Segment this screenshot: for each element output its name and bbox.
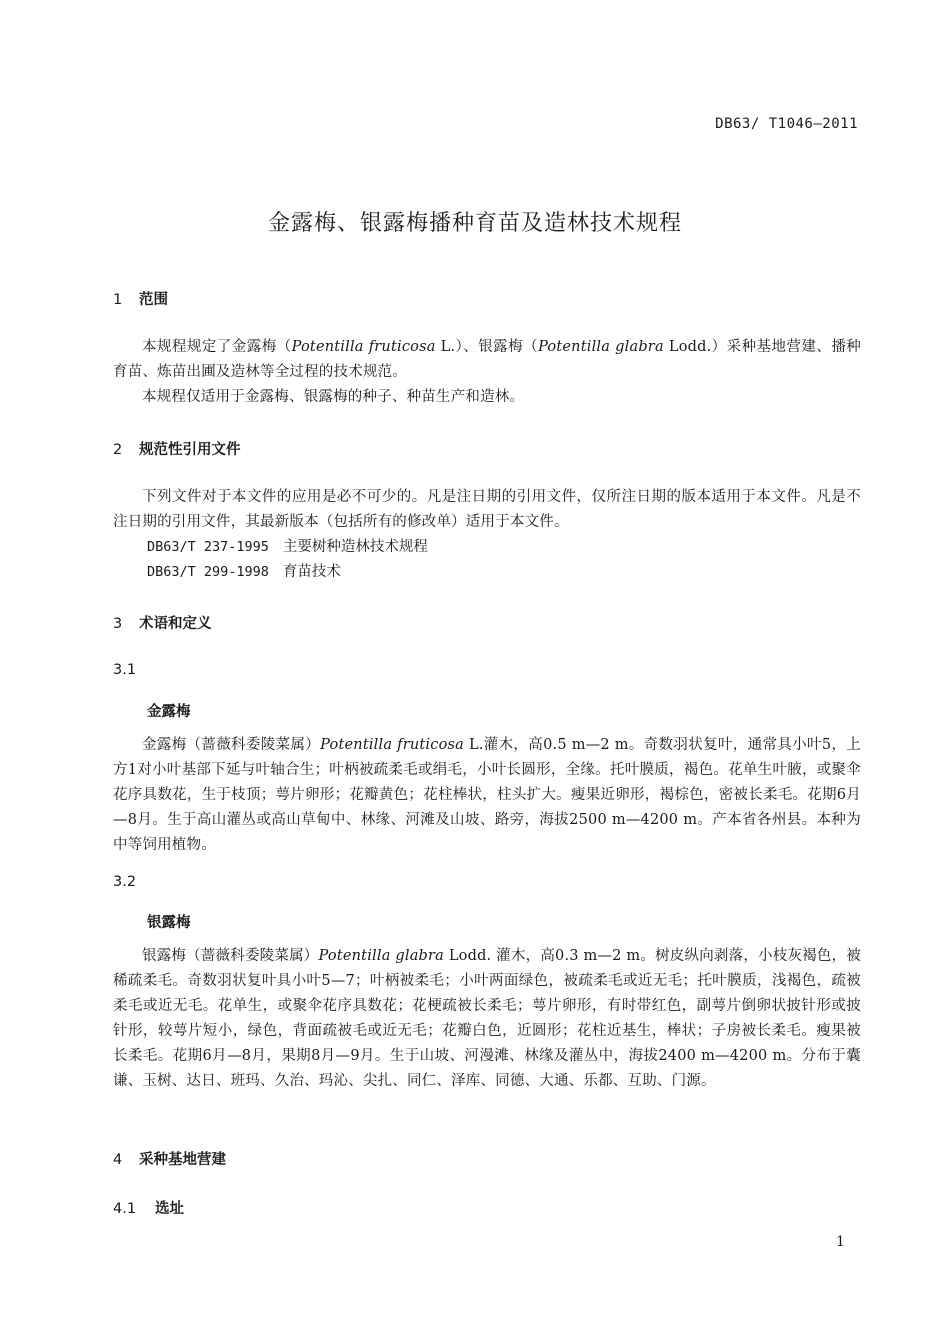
section-1-heading — [113, 288, 168, 309]
reference-item — [147, 535, 428, 560]
section-4-heading — [113, 1148, 226, 1169]
latin-name: Potentilla glabra — [318, 948, 445, 964]
section-number: 2 — [113, 442, 123, 458]
definition-yinloumei: 银露梅（蔷薇科委陵菜属）Potentilla glabra Lodd. 灌木，高0.3 m—2 m。树皮纵向剥落，小枝灰褐色，被稀疏柔毛。奇数羽状复叶具小叶5—7；叶柄被柔毛；小叶两面绿色，被疏柔毛或近无毛；托叶膜质，浅褐色，疏被柔毛或近无毛。花单生，或聚伞花序具数花；花梗疏被长柔毛；萼片卵形，有时带红色，副萼片倒卵状披针形或披针形，较萼片短小，绿色，背面疏被毛或近无毛；花瓣白色，近圆形；花柱近基生，棒状；子房被长柔毛。瘦果被长柔毛。花期6月—8月，果期8月—9月。生于山坡、河漫滩、林缘及灌丛中，海拔2400 m—4200 m。分布于囊谦、玉树、达日、班玛、久治、玛沁、尖扎、同仁、泽库、同德、大通、乐都、互助、门源。 — [113, 948, 861, 1089]
term-jinloumei: 金露梅 — [147, 704, 191, 720]
latin-name: Potentilla fruticosa — [291, 339, 436, 355]
document-title: 金露梅、银露梅播种育苗及造林技术规程 — [267, 211, 682, 236]
section-title: 选址 — [155, 1201, 184, 1217]
section-title: 范围 — [139, 292, 168, 308]
subsection-3-1-number: 3.1 — [113, 662, 137, 678]
standard-code: DB63/ T1046—2011 — [715, 116, 858, 132]
reference-code: DB63/T 299-1998 — [147, 564, 269, 580]
section-number: 4.1 — [113, 1201, 137, 1217]
section-3-heading — [113, 612, 212, 633]
section-number: 3 — [113, 616, 123, 632]
definition-jinloumei: 金露梅（蔷薇科委陵菜属）Potentilla fruticosa L.灌木，高0.5 m—2 m。奇数羽状复叶，通常具小叶5，上方1对小叶基部下延与叶轴合生；叶柄被疏柔毛或绢毛，小叶长圆形，全缘。托叶膜质，褐色。花单生叶腋，或聚伞花序具数花，生于枝顶；萼片卵形；花瓣黄色；花柱棒状，柱头扩大。瘦果近卵形，褐棕色，密被长柔毛。花期6月—8月。生于高山灌丛或高山草甸中、林缘、河滩及山坡、路旁，海拔2500 m—4200 m。产本省各州县。本种为中等饲用植物。 — [113, 737, 861, 853]
reference-item — [147, 560, 341, 585]
reference-title: 主要树种造林技术规程 — [282, 539, 428, 555]
subsection-4-1-heading — [113, 1197, 184, 1218]
section-title: 术语和定义 — [139, 616, 212, 632]
page-number: 1 — [836, 1234, 845, 1250]
reference-code: DB63/T 237-1995 — [147, 539, 269, 555]
latin-name: Potentilla glabra — [538, 339, 664, 355]
section-number: 4 — [113, 1152, 123, 1168]
subsection-3-2-number: 3.2 — [113, 874, 137, 890]
latin-name: Potentilla fruticosa — [320, 737, 464, 753]
section-title: 规范性引用文件 — [139, 442, 241, 458]
section-2-heading — [113, 438, 241, 459]
section-1-paragraph-2: 本规程仅适用于金露梅、银露梅的种子、种苗生产和造林。 — [142, 389, 525, 405]
section-number: 1 — [113, 292, 123, 308]
section-1-paragraph-1: 本规程规定了金露梅（Potentilla fruticosa L.）、银露梅（Potentilla glabra Lodd.）采种基地营建、播种育苗、炼苗出圃及造林等全过程的技术规范。 — [113, 339, 862, 380]
section-2-paragraph: 下列文件对于本文件的应用是必不可少的。凡是注日期的引用文件，仅所注日期的版本适用于本文件。凡是不注日期的引用文件，其最新版本（包括所有的修改单）适用于本文件。 — [113, 489, 861, 530]
term-yinloumei: 银露梅 — [147, 915, 191, 931]
section-title: 采种基地营建 — [139, 1152, 226, 1168]
reference-title: 育苗技术 — [282, 564, 341, 580]
